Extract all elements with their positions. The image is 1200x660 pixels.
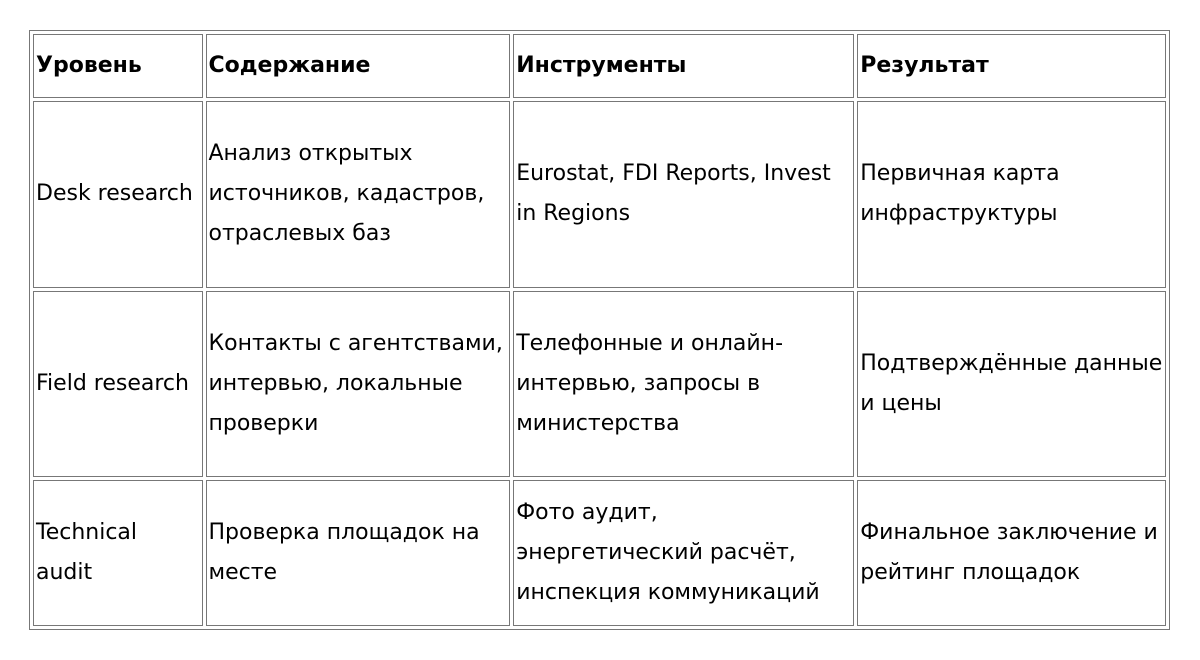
cell-tools: Телефонные и онлайн-интервью, запросы в министерства [513,291,854,478]
cell-content: Контакты с агентствами, интервью, локальные проверки [206,291,511,478]
cell-tools: Фото аудит, энергетический расчёт, инспекция коммуникаций [513,480,854,626]
header-tools: Инструменты [513,34,854,98]
cell-result: Финальное заключение и рейтинг площадок [857,480,1166,626]
cell-content: Проверка площадок на месте [206,480,511,626]
table-row [33,291,1166,478]
cell-level: Desk research [33,101,203,288]
table-row [33,480,1166,626]
table-row [33,101,1166,288]
cell-content: Анализ открытых источников, кадастров, отраслевых баз [206,101,511,288]
table-header-row [33,34,1166,98]
cell-level: Technical audit [33,480,203,626]
header-content: Содержание [206,34,511,98]
cell-result: Подтверждённые данные и цены [857,291,1166,478]
header-level: Уровень [33,34,203,98]
cell-result: Первичная карта инфраструктуры [857,101,1166,288]
cell-tools: Eurostat, FDI Reports, Invest in Regions [513,101,854,288]
header-result: Результат [857,34,1166,98]
research-levels-table [29,30,1170,630]
cell-level: Field research [33,291,203,478]
